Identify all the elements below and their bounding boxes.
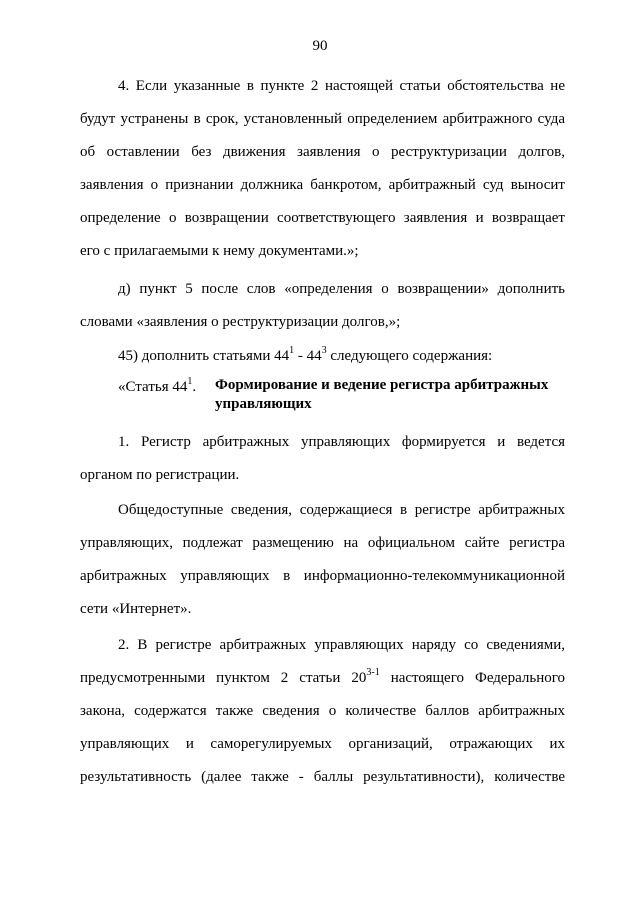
paragraph-item-4 xyxy=(80,70,565,268)
superscript: 3-1 xyxy=(366,667,380,678)
title-line: управляющих xyxy=(215,396,312,412)
text-line: 1. Регистр арбитражных управляющих формируется и ведется xyxy=(118,434,565,450)
text-fragment: «Статья 44 xyxy=(118,379,188,395)
text-line: будут устранены в срок, установленный определением арбитражного суда xyxy=(80,111,565,127)
text-line: органом по регистрации. xyxy=(80,467,240,483)
text-fragment: настоящего Федерального xyxy=(379,670,565,686)
text-fragment: . xyxy=(192,379,197,395)
text-line: словами «заявления о реструктуризации долгов,»; xyxy=(80,314,401,330)
text-fragment: 45) дополнить статьями 44 xyxy=(118,348,290,364)
page-number: 90 xyxy=(312,38,328,54)
text-line: арбитражных управляющих в информационно-телекоммуникационной xyxy=(80,568,565,584)
text-line: об оставлении без движения заявления о реструктуризации долгов, xyxy=(80,144,565,160)
paragraph-public-info xyxy=(80,494,565,626)
superscript: 3 xyxy=(321,345,327,356)
text-line: д) пункт 5 после слов «определения о возвращении» дополнить xyxy=(118,281,565,297)
text-line: управляющих и саморегулируемых организаций, отражающих их xyxy=(80,736,565,752)
paragraph-article-item-2 xyxy=(80,629,565,794)
paragraph-subitem-d xyxy=(80,273,565,339)
text-line: управляющих, подлежат размещению на официальном сайте регистра xyxy=(80,535,565,551)
text-line: 2. В регистре арбитражных управляющих наряду со сведениями, xyxy=(118,637,565,653)
article-heading xyxy=(118,376,565,420)
text-line: результативность (далее также - баллы результативности), количестве xyxy=(80,769,565,785)
text-line: 4. Если указанные в пункте 2 настоящей статьи обстоятельства не xyxy=(118,78,565,94)
article-title xyxy=(215,376,565,414)
article-label xyxy=(118,376,196,398)
paragraph-article-item-1 xyxy=(80,426,565,492)
text-line: его с прилагаемыми к нему документами.»; xyxy=(80,243,359,259)
text-line: закона, содержатся также сведения о количестве баллов арбитражных xyxy=(80,703,565,719)
text-line: определение о возвращении соответствующего заявления и возвращает xyxy=(80,210,565,226)
paragraph-item-45 xyxy=(80,340,565,373)
title-line: Формирование и ведение регистра арбитражных xyxy=(215,377,549,393)
superscript: 1 xyxy=(289,345,295,356)
text-line xyxy=(80,662,565,695)
text-line: сети «Интернет». xyxy=(80,601,192,617)
superscript: 1 xyxy=(187,376,193,387)
text-line: Общедоступные сведения, содержащиеся в регистре арбитражных xyxy=(118,502,565,518)
text-line xyxy=(80,340,565,373)
text-fragment: предусмотренными пунктом 2 статьи 20 xyxy=(80,670,367,686)
text-line: заявления о признании должника банкротом, арбитражный суд выносит xyxy=(80,177,565,193)
text-fragment: следующего содержания: xyxy=(326,348,493,364)
text-fragment: - 44 xyxy=(294,348,322,364)
